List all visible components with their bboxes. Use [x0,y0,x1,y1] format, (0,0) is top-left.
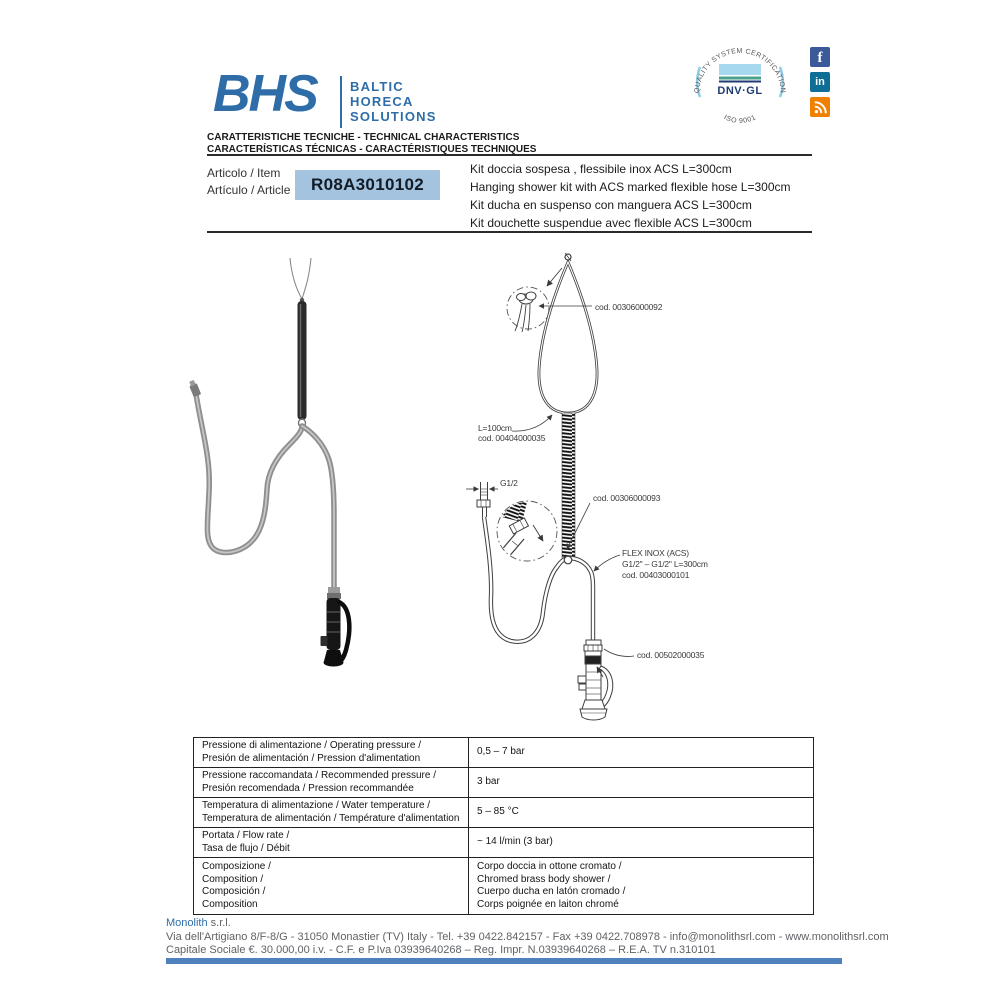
spec-value: 5 – 85 °C [477,806,519,818]
spec-value: 3 bar [477,776,500,788]
header-rule [207,154,812,156]
bhs-logo [213,66,317,122]
spec-label-line: Presión de alimentación / Pression d'alimentation [202,752,421,764]
tagline-line-2: CARACTERÍSTICAS TÉCNICAS - CARACTÉRISTIQUES TECHNIQUES [207,143,537,155]
spec-label-line: Portata / Flow rate / [202,830,290,841]
rope-loop [539,253,597,413]
spec-label-line: Pressione raccomandata / Recommended pressure / [202,770,437,781]
company-suffix: s.r.l. [207,917,231,929]
spec-value-line: Chromed brass body shower / [477,873,611,885]
logo-sub-line: SOLUTIONS [350,109,437,124]
spec-table [193,737,814,915]
photo-spring [298,301,307,420]
table-row [194,768,814,798]
dnv-gl-certification-badge [688,34,788,134]
spec-label-line: Composición / [202,886,266,897]
technical-diagram-figure [455,240,775,740]
badge-arc-bottom-text: ISO 9001 [722,114,758,126]
logo-divider [340,76,342,128]
social-buttons [810,47,830,122]
spec-value-line: Corpo doccia in ottone cromato / [477,861,622,872]
spring-cod-label: cod. 00306000093 [593,493,661,503]
thread-size-label: G1/2 [500,478,518,488]
photo-flex-hose [196,394,334,589]
flex-label-line: cod. 00403000101 [622,570,690,580]
badge-arc-top-text: QUALITY SYSTEM CERTIFICATION [693,47,787,94]
rope-cod-label: cod. 00404000035 [478,433,546,443]
table-row [194,738,814,768]
badge-dnvgl-text: DNV·GL [717,85,763,97]
photo-spray-gun [321,587,350,667]
spec-value-line: Corps poignée en laiton chromé [477,898,619,910]
facebook-icon: f [817,50,823,66]
linkedin-icon: in [815,75,825,88]
tagline-line-1: CARATTERISTICHE TECNICHE - TECHNICAL CHARACTERISTICS [207,132,520,143]
company-name-line [166,917,889,931]
flex-label-line: FLEX INOX (ACS) [622,548,689,558]
hook-cod-label: cod. 00306000092 [595,302,663,312]
hose-end-fitting [188,379,201,397]
description-line: Kit doccia sospesa , flessibile inox ACS L=300cm [470,162,732,176]
facebook-button[interactable] [810,47,830,67]
g12-fitting [466,482,498,517]
company-name: Monolith [166,917,208,929]
product-photo-figure [170,240,380,740]
clamp-detail-view [497,496,557,561]
logo-sub-line: HORECA [350,94,414,109]
rope-length-label: L=100cm [478,423,512,433]
bhs-logo-text: BHS [213,65,317,123]
spec-label-line: Pressione di alimentazione / Operating pressure / [202,740,422,751]
spec-value-line: Cuerpo ducha en latón cromado / [477,886,626,897]
footer-accent-bar [166,958,842,964]
badge-band-navy [719,81,761,83]
footer [166,917,889,958]
gun-cod-label: cod. 00502000035 [637,650,705,660]
table-row [194,828,814,858]
badge-band-green [719,77,761,80]
flex-label-line: G1/2" – G1/2" L=300cm [622,559,708,569]
document-tagline [207,132,536,155]
spec-label-line: Temperatura di alimentazione / Water temperature / [202,800,431,811]
article-label [207,165,290,199]
linkedin-button[interactable] [810,72,830,92]
spec-value: ~ 14 l/min (3 bar) [477,836,553,848]
knot-detail-view [507,268,592,332]
bhs-logo-subtitle [350,79,437,124]
diagram-spray-gun [578,640,613,720]
footer-address: Via dell'Artigiano 8/F-8/G - 31050 Monastier (TV) Italy - Tel. +39 0422.842157 - Fax +39 0422.708978 - info@monolithsrl.com - www.monolithsrl.com [166,930,889,943]
hanging-wire [290,258,302,299]
spec-label-line: Composizione / [202,861,271,872]
article-label-line: Artículo / Article [207,183,291,197]
description-line: Kit douchette suspendue avec flexible ACS L=300cm [470,216,752,230]
footer-registry: Capitale Sociale €. 30.000,00 i.v. - C.F. e P.Iva 03939640268 – Reg. Impr. N.03939640268 – R.E.A. TV n.310101 [166,944,716,956]
article-descriptions [470,160,791,232]
article-label-line: Articolo / Item [207,166,281,180]
rss-icon [814,101,827,114]
table-row [194,798,814,828]
spec-label-line: Temperatura de alimentación / Température d'alimentation [202,812,460,824]
spec-value: 0,5 – 7 bar [477,746,525,758]
spec-label-line: Tasa de flujo / Débit [202,842,290,854]
description-line: Kit ducha en suspenso con manguera ACS L=300cm [470,198,752,212]
rss-button[interactable] [810,97,830,117]
spec-label-line: Presión recomendada / Pression recommandée [202,782,414,794]
description-line: Hanging shower kit with ACS marked flexible hose L=300cm [470,180,791,194]
article-rule [207,231,812,233]
logo-sub-line: BALTIC [350,79,404,94]
table-row [194,858,814,915]
badge-band-lightblue [719,64,761,75]
article-code-badge: R08A3010102 [295,170,440,200]
spec-label-line: Composition / [202,873,264,885]
spec-label-line: Composition [202,898,258,910]
